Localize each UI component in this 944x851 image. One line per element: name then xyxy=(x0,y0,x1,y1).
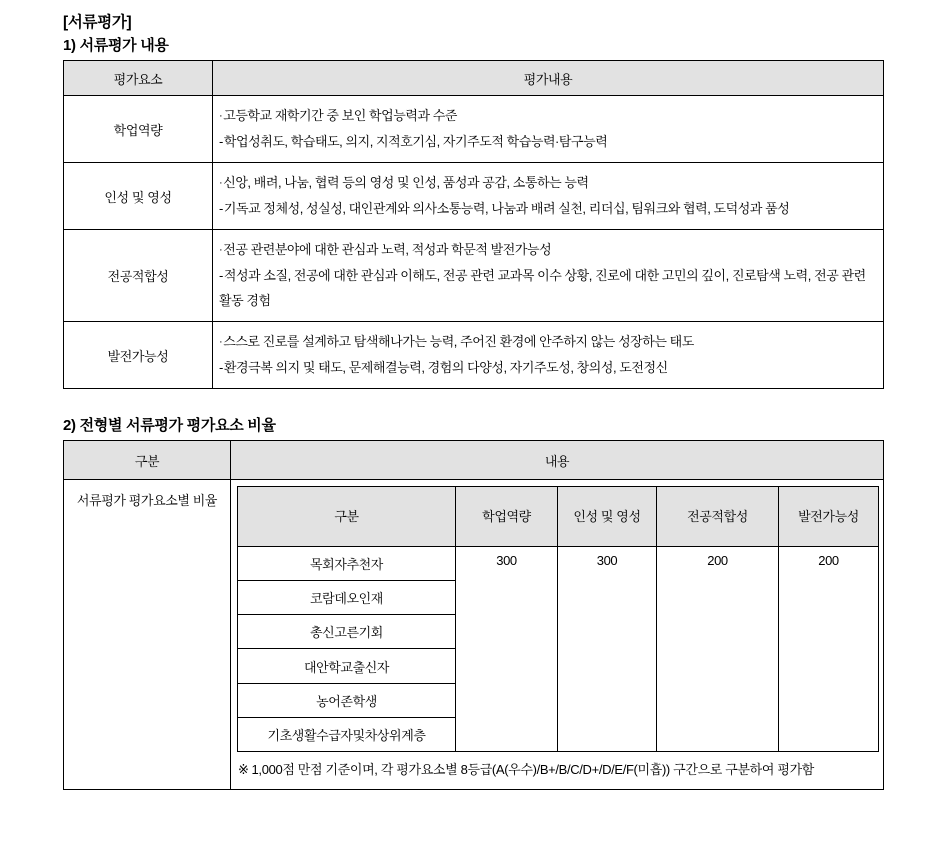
ratio-nested-table xyxy=(237,486,879,752)
section-heading-2: 2) 전형별 서류평가 평가요소 비율 xyxy=(63,417,276,434)
ratio-header-content: 내용 xyxy=(231,441,884,480)
program-name: 총신고른기회 xyxy=(238,615,456,649)
criteria-line-text: 학업성취도, 학습태도, 의지, 지적호기심, 자기주도적 학습능력·탐구능력 xyxy=(223,134,608,149)
table-row xyxy=(64,322,884,389)
table-row xyxy=(64,230,884,322)
score-major-fit: 200 xyxy=(657,547,779,752)
criteria-header-factor: 평가요소 xyxy=(64,61,213,96)
score-academic: 300 xyxy=(456,547,558,752)
nested-header-row xyxy=(238,487,879,547)
criteria-line-text: 적성과 소질, 전공에 대한 관심과 이해도, 전공 관련 교과목 이수 상황, 진로에 대한 고민의 깊이, 진로탐색 노력, 전공 관련 활동 경험 xyxy=(219,268,866,308)
ratio-body-cell xyxy=(231,480,884,790)
bullet-dot-icon: · xyxy=(219,177,223,189)
ratio-table xyxy=(63,440,884,790)
criteria-factor-label: 학업역량 xyxy=(64,96,213,163)
ratio-table-header-row xyxy=(64,441,884,480)
table-row xyxy=(238,547,879,581)
table-row xyxy=(64,163,884,230)
criteria-line xyxy=(219,170,878,196)
section-heading-1: 1) 서류평가 내용 xyxy=(63,37,169,54)
ratio-footnote xyxy=(237,752,877,789)
bullet-dot-icon: · xyxy=(219,244,223,256)
nested-header-major-fit: 전공적합성 xyxy=(657,487,779,547)
criteria-content-cell xyxy=(213,230,884,322)
program-name: 목회자추천자 xyxy=(238,547,456,581)
program-name: 기초생활수급자및차상위계층 xyxy=(238,717,456,751)
document-title: [서류평가] xyxy=(63,14,132,31)
ratio-footnote-text: 1,000점 만점 기준이며, 각 평가요소별 8등급(A(우수)/B+/B/C/D+/D/E/F(미흡)) 구간으로 구분하여 평가함 xyxy=(251,762,814,777)
bullet-dot-icon: · xyxy=(219,110,223,122)
criteria-line xyxy=(219,129,878,154)
bullet-dash-icon: - xyxy=(219,134,223,149)
criteria-factor-label: 인성 및 영성 xyxy=(64,163,213,230)
criteria-line-text: 고등학교 재학기간 중 보인 학업능력과 수준 xyxy=(223,108,457,123)
nested-header-division: 구분 xyxy=(238,487,456,547)
bullet-dash-icon: - xyxy=(219,360,223,375)
criteria-line-text: 전공 관련분야에 대한 관심과 노력, 적성과 학문적 발전가능성 xyxy=(223,242,552,257)
ratio-row-label: 서류평가 평가요소별 비율 xyxy=(64,480,231,790)
criteria-line xyxy=(219,263,878,313)
nested-header-academic: 학업역량 xyxy=(456,487,558,547)
bullet-dash-icon: - xyxy=(219,268,223,283)
nested-header-character: 인성 및 영성 xyxy=(558,487,657,547)
criteria-content-cell xyxy=(213,96,884,163)
bullet-dot-icon: · xyxy=(219,336,223,348)
criteria-table xyxy=(63,60,884,389)
criteria-content-cell xyxy=(213,322,884,389)
criteria-line-text: 환경극복 의지 및 태도, 문제해결능력, 경험의 다양성, 자기주도성, 창의성, 도전정신 xyxy=(223,360,668,375)
ratio-header-division: 구분 xyxy=(64,441,231,480)
criteria-content-cell xyxy=(213,163,884,230)
criteria-line xyxy=(219,103,878,129)
criteria-factor-label: 발전가능성 xyxy=(64,322,213,389)
criteria-header-content: 평가내용 xyxy=(213,61,884,96)
criteria-line xyxy=(219,237,878,263)
criteria-line-text: 신앙, 배려, 나눔, 협력 등의 영성 및 인성, 품성과 공감, 소통하는 능력 xyxy=(223,175,589,190)
reference-mark-icon: ※ xyxy=(238,762,249,777)
bullet-dash-icon: - xyxy=(219,201,223,216)
criteria-factor-label: 전공적합성 xyxy=(64,230,213,322)
criteria-line xyxy=(219,329,878,355)
program-name: 농어존학생 xyxy=(238,683,456,717)
program-name: 대안학교출신자 xyxy=(238,649,456,683)
table-row xyxy=(64,480,884,790)
table-row xyxy=(64,96,884,163)
nested-header-potential: 발전가능성 xyxy=(779,487,879,547)
criteria-line xyxy=(219,196,878,221)
score-potential: 200 xyxy=(779,547,879,752)
program-name: 코람데오인재 xyxy=(238,581,456,615)
score-character: 300 xyxy=(558,547,657,752)
criteria-line-text: 스스로 진로를 설계하고 탐색해나가는 능력, 주어진 환경에 안주하지 않는 성장하는 태도 xyxy=(223,334,694,349)
criteria-table-header-row xyxy=(64,61,884,96)
criteria-line-text: 기독교 정체성, 성실성, 대인관계와 의사소통능력, 나눔과 배려 실천, 리더십, 팀워크와 협력, 도덕성과 품성 xyxy=(223,201,790,216)
criteria-line xyxy=(219,355,878,380)
